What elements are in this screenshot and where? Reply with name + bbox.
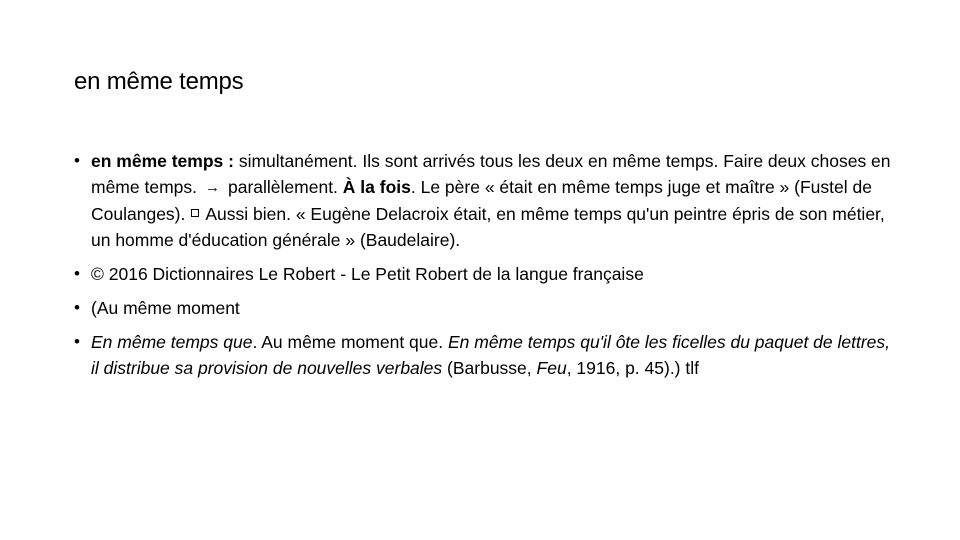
italic-term: En même temps que <box>91 332 253 352</box>
italic-quote: En même temps qu'il ôte les ficelles du paquet de lettres, il distribue sa provision de nouvelles verbales <box>91 332 891 378</box>
item-text: . Au même moment que. <box>252 332 448 352</box>
definition-list <box>74 148 894 389</box>
bullet-icon: • <box>74 298 80 317</box>
quote-text-2: Aussi bien. « Eugène Delacroix était, en même temps qu'un peintre épris de son métier, un homme d'éducation générale » (Baudelaire). <box>91 204 885 250</box>
definition-text: simultanément. Ils sont arrivés tous les deux en même temps. Faire deux choses en même temps. <box>91 151 891 197</box>
bullet-icon: • <box>74 332 80 351</box>
synonym-bold: À la fois <box>342 177 411 197</box>
list-item <box>74 148 894 253</box>
list-item <box>74 261 894 287</box>
synonym-text: parallèlement. <box>228 177 338 197</box>
citation-end: , 1916, p. 45).) tlf <box>566 358 699 378</box>
quote-text: . Le père « était en même temps juge et maître » (Fustel de Coulanges). <box>91 177 872 224</box>
item-text: (Au même moment <box>91 298 240 318</box>
list-item <box>74 329 894 381</box>
list-item <box>74 295 894 321</box>
bullet-icon: • <box>74 264 80 283</box>
citation-text: (Barbusse, <box>442 358 537 378</box>
citation-italic: Feu <box>536 358 567 378</box>
copyright-text: © 2016 Dictionnaires Le Robert - Le Petit Robert de la langue française <box>91 264 644 284</box>
square-bullet-icon <box>191 209 199 217</box>
arrow-right-icon: → <box>205 179 220 196</box>
term-label: en même temps : <box>91 151 234 171</box>
bullet-icon: • <box>74 151 80 170</box>
page-title: en même temps <box>74 68 244 95</box>
